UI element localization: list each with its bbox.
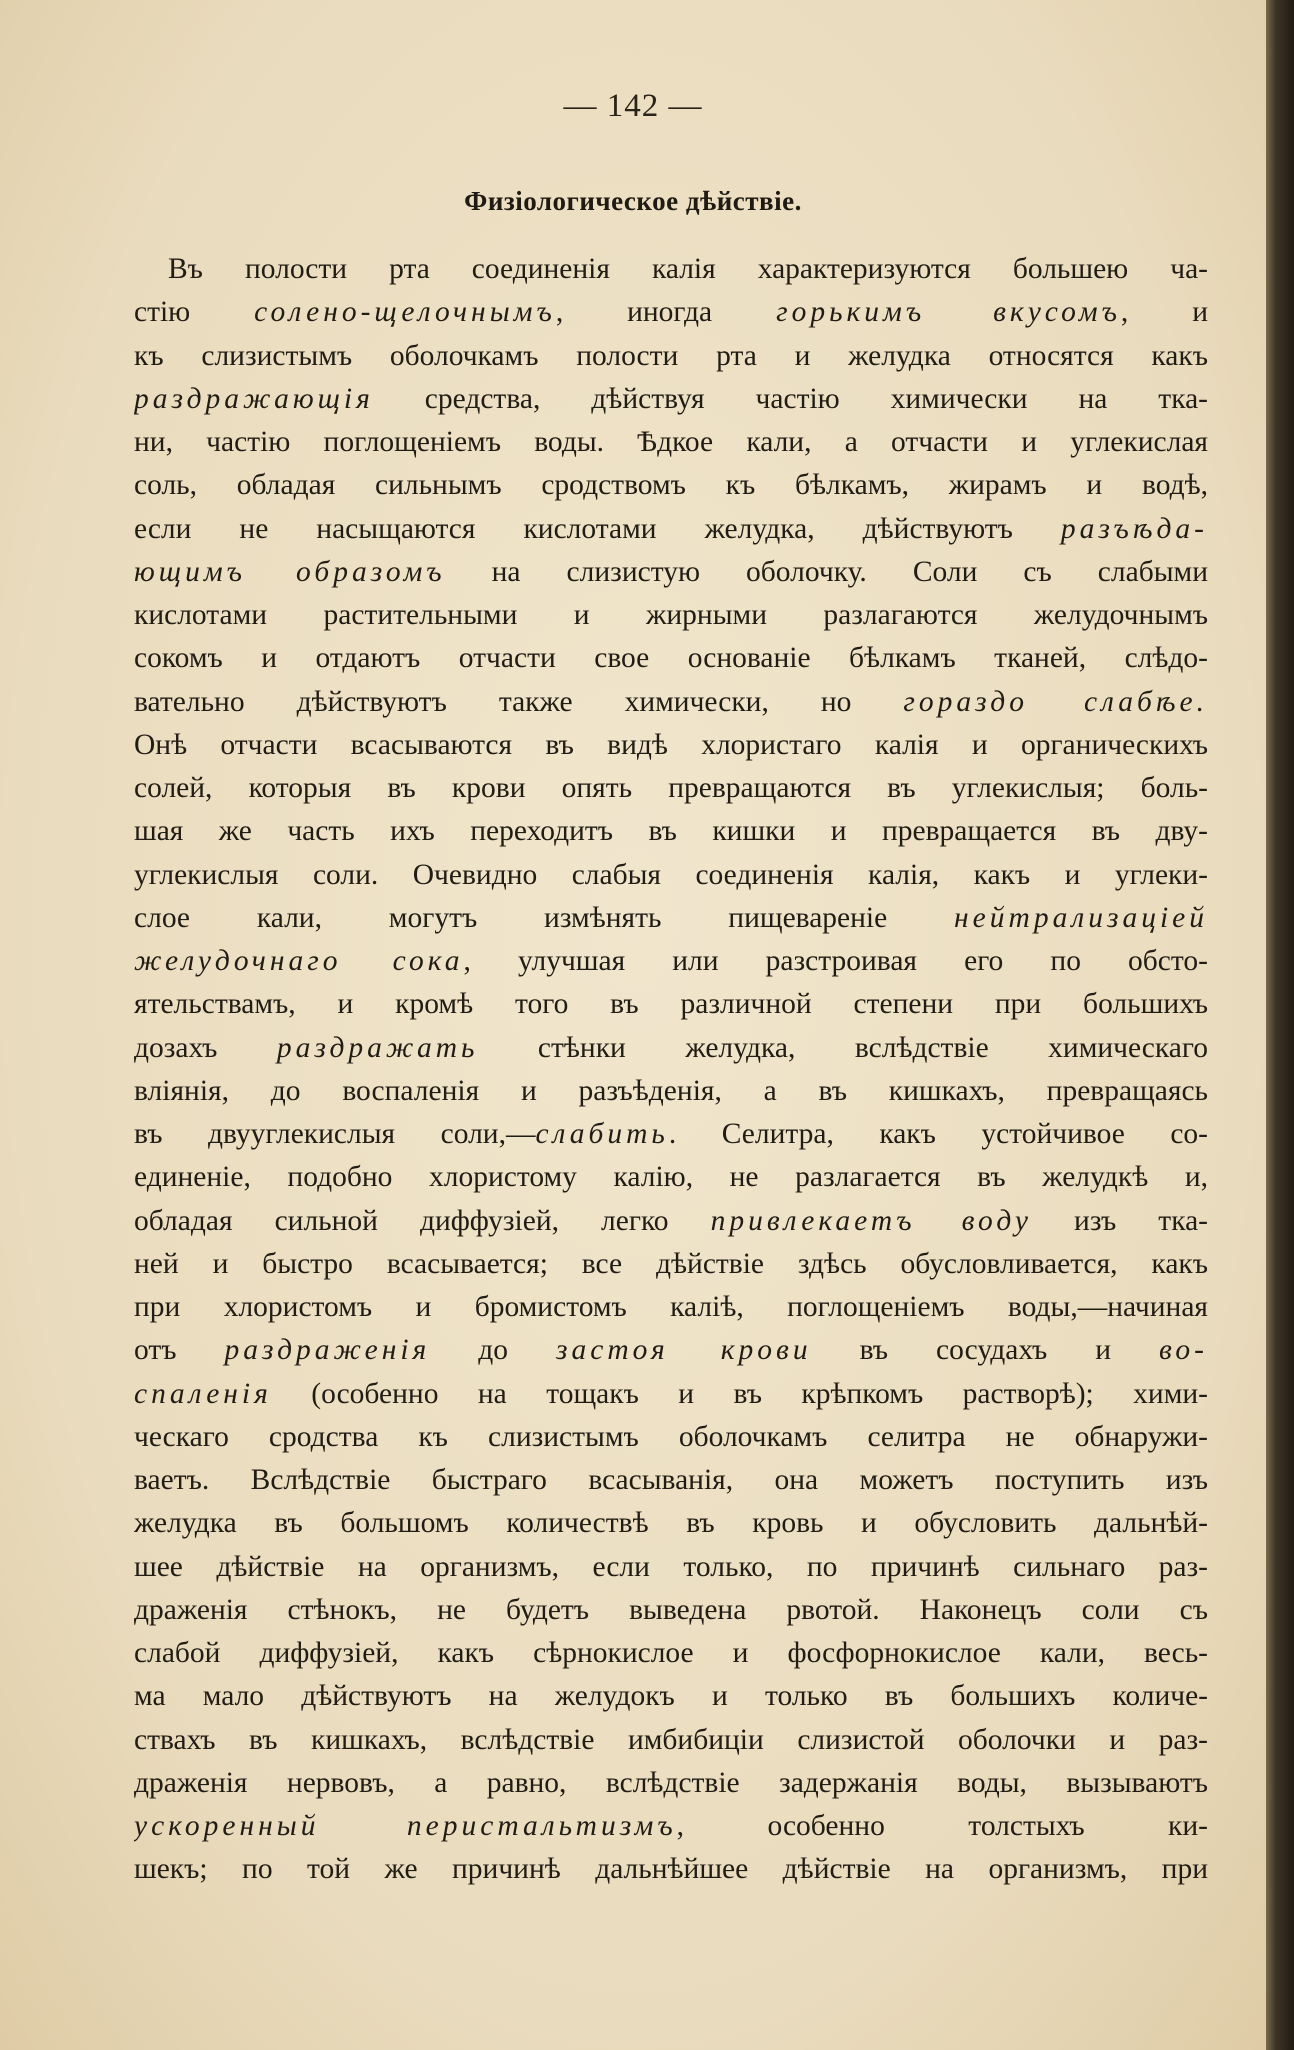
emphasis-text: желудочнаго сока	[134, 945, 464, 977]
text-line	[134, 810, 1208, 853]
text-line	[134, 594, 1208, 637]
text-segment: стію	[134, 296, 255, 329]
text-segment: въ сосудахъ и	[811, 1334, 1159, 1367]
text-segment: ни, частію поглощеніемъ воды. Ѣдкое кали, а отчасти и углекислая	[134, 426, 1208, 458]
text-line	[134, 1805, 1208, 1848]
text-segment: драженія нервовъ, а равно, вслѣдствіе задержанія воды, вызываютъ	[134, 1766, 1208, 1799]
text-segment: на слизистую оболочку. Соли съ слабыми	[445, 555, 1208, 588]
section-title: Физіологическое дѣйствіе.	[464, 186, 802, 216]
emphasis-text: раздражать	[276, 1031, 479, 1064]
text-segment: , улучшая или разстроивая его по обсто-	[463, 945, 1208, 977]
text-segment: если не насыщаются кислотами желудка, дѣйствуютъ	[134, 512, 1061, 545]
text-segment: , и	[1120, 296, 1208, 329]
text-line	[134, 464, 1208, 507]
text-line	[134, 1373, 1208, 1416]
emphasis-text: привлекаетъ воду	[710, 1204, 1032, 1237]
text-line	[134, 1459, 1208, 1502]
text-segment: шее дѣйствіе на организмъ, если только, по причинѣ сильнаго раз-	[134, 1550, 1208, 1583]
emphasis-text: застоя крови	[556, 1334, 812, 1367]
text-line	[134, 983, 1208, 1026]
text-segment: вліянія, до воспаленія и разъѣденія, а въ кишкахъ, превращаясь	[134, 1074, 1208, 1107]
text-segment: ятельствамъ, и кромѣ того въ различной степени при большихъ	[134, 988, 1208, 1021]
text-segment: ней и быстро всасывается; все дѣйствіе здѣсь обусловливается, какъ	[134, 1247, 1208, 1280]
text-segment: Онѣ отчасти всасываются въ видѣ хлористаго калія и органическихъ	[134, 728, 1208, 761]
text-segment: желудка въ большомъ количествѣ въ кровь и обусловить дальнѣй-	[134, 1507, 1208, 1540]
text-line	[134, 681, 1208, 724]
text-line	[134, 1156, 1208, 1199]
body-text	[134, 248, 1208, 1892]
text-segment: , иногда	[555, 296, 777, 329]
emphasis-text: раздраженія	[224, 1334, 431, 1367]
text-line	[134, 508, 1208, 551]
text-segment: Въ полости рта соединенія калія характеризуются большею ча-	[168, 253, 1208, 285]
text-segment: средства, дѣйствуя частію химически на тка-	[373, 382, 1208, 415]
text-line	[134, 637, 1208, 680]
text-segment: ческаго сродства къ слизистымъ оболочкамъ селитра не обнаружи-	[134, 1420, 1208, 1453]
text-line	[134, 940, 1208, 983]
text-line	[134, 1719, 1208, 1762]
text-line	[134, 724, 1208, 767]
text-segment: ствахъ въ кишкахъ, вслѣдствіе имбибиціи слизистой оболочки и раз-	[134, 1723, 1208, 1756]
emphasis-text: нейтрализаціей	[954, 901, 1208, 934]
text-line	[134, 1027, 1208, 1070]
text-segment: шая же часть ихъ переходитъ въ кишки и превращается въ дву-	[134, 815, 1208, 848]
text-segment: драженія стѣнокъ, не будетъ выведена рвотой. Наконецъ соли съ	[134, 1593, 1208, 1626]
emphasis-text: спаленія	[134, 1377, 272, 1410]
text-line	[134, 335, 1208, 378]
emphasis-text: солено-щелочнымъ	[254, 296, 556, 329]
emphasis-text: слабить	[535, 1118, 669, 1150]
emphasis-text: ускоренный перистальтизмъ	[134, 1810, 677, 1842]
emphasis-text: разъѣда-	[1060, 512, 1208, 545]
text-segment: (особенно на тощакъ и въ крѣпкомъ растворѣ); хими-	[271, 1377, 1208, 1410]
text-line	[134, 854, 1208, 897]
text-segment: отъ	[134, 1334, 225, 1367]
text-line	[134, 767, 1208, 810]
emphasis-text: горькимъ вкусомъ	[776, 296, 1121, 329]
text-segment: кислотами растительными и жирными разлагаются желудочнымъ	[134, 599, 1208, 631]
emphasis-text: ющимъ образомъ	[134, 555, 446, 588]
text-segment: углекислыя соли. Очевидно слабыя соединенія калія, какъ и углеки-	[134, 858, 1208, 891]
text-segment: дозахъ	[134, 1031, 277, 1064]
text-segment: при хлористомъ и бромистомъ каліѣ, поглощеніемъ воды,—начиная	[134, 1291, 1208, 1323]
text-segment: слое кали, могутъ измѣнять пищевареніе	[134, 901, 955, 934]
text-segment: до	[430, 1334, 557, 1367]
text-line	[134, 421, 1208, 464]
text-line	[134, 378, 1208, 421]
text-line	[134, 248, 1208, 291]
text-segment: вательно дѣйствуютъ также химически, но	[134, 685, 904, 718]
text-segment: обладая сильной диффузіей, легко	[134, 1204, 711, 1237]
text-segment: стѣнки желудка, вслѣдствіе химическаго	[478, 1031, 1208, 1064]
text-segment: . Селитра, какъ устойчивое со-	[668, 1118, 1208, 1150]
text-segment: солей, которыя въ крови опять превращаются въ углекислыя; боль-	[134, 772, 1208, 804]
text-line	[134, 897, 1208, 940]
text-segment: , особенно толстыхъ ки-	[676, 1810, 1208, 1842]
text-line	[134, 551, 1208, 594]
text-line	[134, 1286, 1208, 1329]
text-line	[134, 1546, 1208, 1589]
text-line	[134, 1632, 1208, 1675]
text-segment: единеніе, подобно хлористому калію, не разлагается въ желудкѣ и,	[134, 1161, 1208, 1194]
text-line	[134, 1113, 1208, 1156]
text-segment: въ двууглекислыя соли,—	[134, 1118, 536, 1150]
text-segment: сокомъ и отдаютъ отчасти свое основаніе бѣлкамъ тканей, слѣдо-	[134, 642, 1208, 675]
text-line	[134, 1589, 1208, 1632]
emphasis-text: во-	[1159, 1334, 1208, 1367]
page-binding-edge	[1266, 0, 1294, 2050]
emphasis-text: гораздо слабѣе.	[903, 685, 1208, 718]
text-line	[134, 1762, 1208, 1805]
text-line	[134, 1200, 1208, 1243]
text-segment: соль, обладая сильнымъ сродствомъ къ бѣлкамъ, жирамъ и водѣ,	[134, 469, 1208, 502]
text-line	[134, 291, 1208, 334]
emphasis-text: раздражающія	[134, 382, 374, 415]
text-line	[134, 1416, 1208, 1459]
text-segment: шекъ; по той же причинѣ дальнѣйшее дѣйствіе на организмъ, при	[134, 1853, 1208, 1886]
page-number: — 142 —	[563, 88, 703, 124]
text-segment: къ слизистымъ оболочкамъ полости рта и желудка относятся какъ	[134, 339, 1208, 372]
text-segment: слабой диффузіей, какъ сѣрнокислое и фосфорнокислое кали, весь-	[134, 1637, 1208, 1669]
text-segment: ваетъ. Вслѣдствіе быстраго всасыванія, она можетъ поступить изъ	[134, 1464, 1208, 1496]
text-segment: ма мало дѣйствуютъ на желудокъ и только въ большихъ количе-	[134, 1680, 1208, 1713]
text-line	[134, 1848, 1208, 1891]
text-segment: изъ тка-	[1031, 1204, 1208, 1237]
text-line	[134, 1070, 1208, 1113]
text-line	[134, 1502, 1208, 1545]
text-line	[134, 1675, 1208, 1718]
text-line	[134, 1243, 1208, 1286]
text-line	[134, 1329, 1208, 1372]
